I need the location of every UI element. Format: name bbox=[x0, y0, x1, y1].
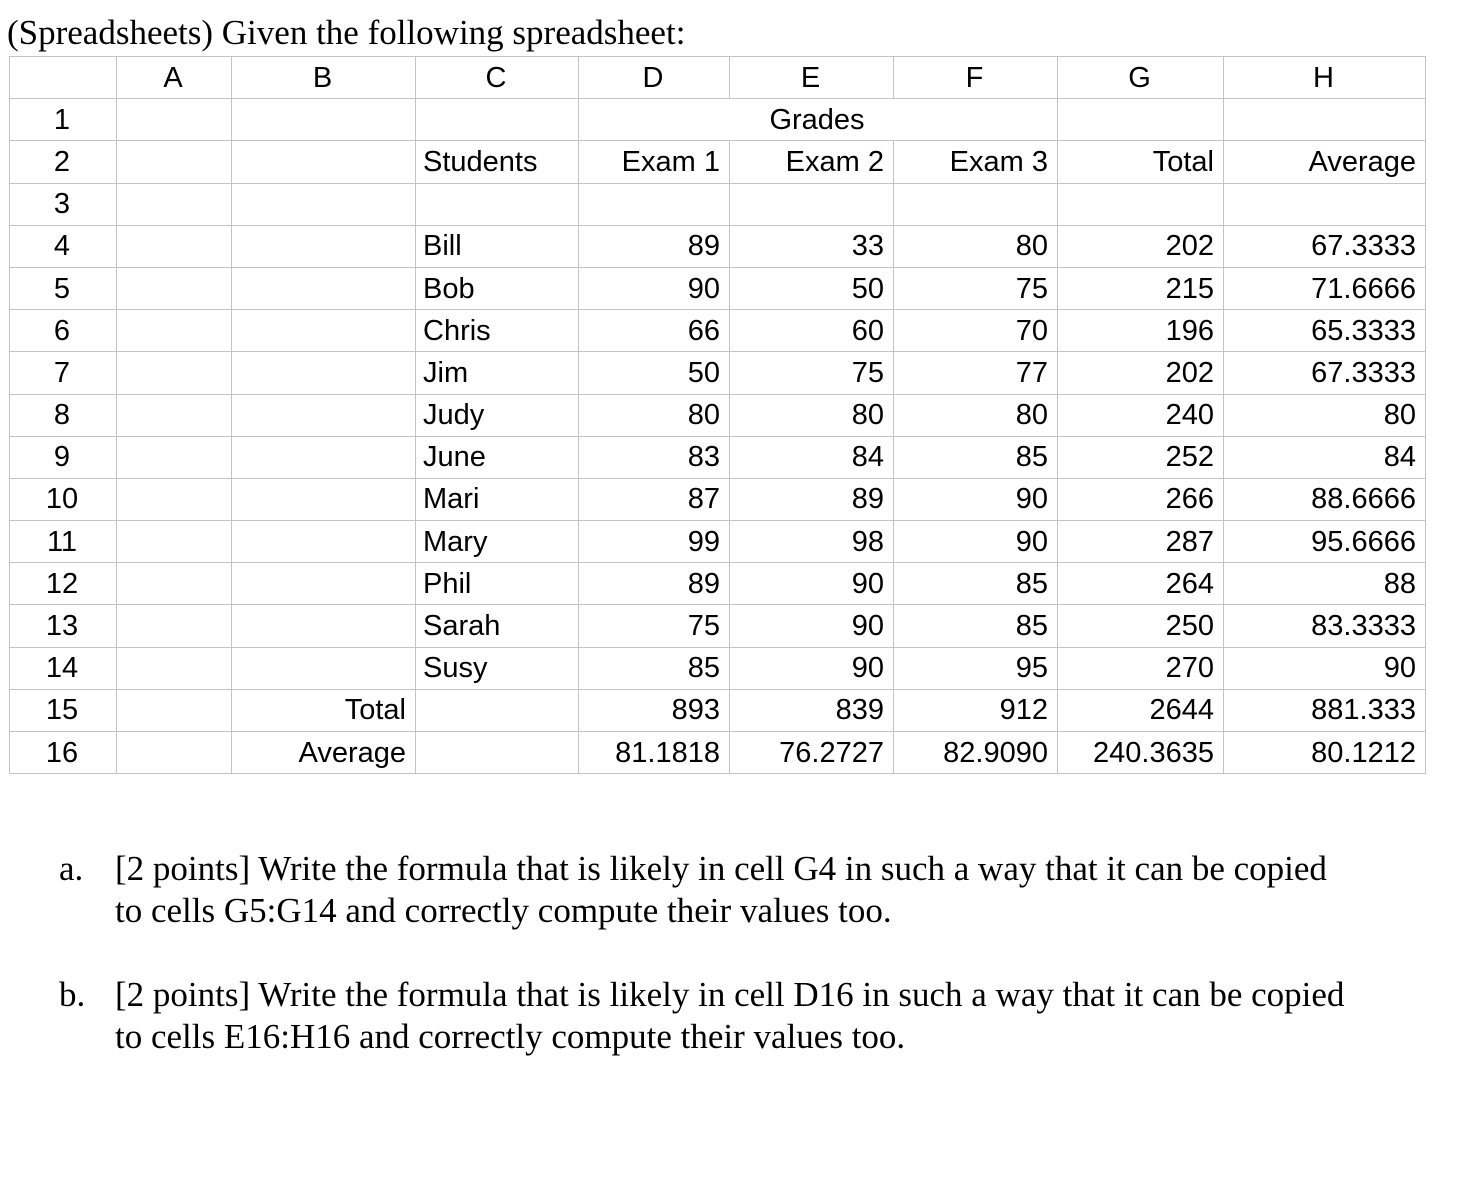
student-name: Mary bbox=[416, 521, 579, 563]
empty-cell bbox=[232, 647, 416, 689]
student-name: Sarah bbox=[416, 605, 579, 647]
spreadsheet-table bbox=[9, 56, 1426, 774]
student-average: 84 bbox=[1224, 436, 1426, 478]
empty-cell bbox=[1058, 183, 1224, 225]
exam1-score: 89 bbox=[579, 563, 730, 605]
summary-row bbox=[10, 732, 1426, 774]
empty-cell bbox=[117, 183, 232, 225]
row-header: 8 bbox=[10, 394, 117, 436]
empty-cell bbox=[117, 563, 232, 605]
row-header: 14 bbox=[10, 647, 117, 689]
exam2-score: 75 bbox=[730, 352, 894, 394]
student-name: June bbox=[416, 436, 579, 478]
exam3-score: 80 bbox=[894, 394, 1058, 436]
summary-exam3: 912 bbox=[894, 689, 1058, 731]
exam1-score: 66 bbox=[579, 310, 730, 352]
student-name: Phil bbox=[416, 563, 579, 605]
column-header-row bbox=[10, 57, 1426, 99]
exam2-score: 98 bbox=[730, 521, 894, 563]
exam2-score: 60 bbox=[730, 310, 894, 352]
empty-cell bbox=[232, 436, 416, 478]
student-row bbox=[10, 394, 1426, 436]
student-average: 71.6666 bbox=[1224, 267, 1426, 309]
row-header: 1 bbox=[10, 99, 117, 141]
question-a bbox=[59, 848, 1355, 932]
student-average: 88.6666 bbox=[1224, 478, 1426, 520]
exam1-score: 90 bbox=[579, 267, 730, 309]
summary-total: 240.3635 bbox=[1058, 732, 1224, 774]
exam3-score: 75 bbox=[894, 267, 1058, 309]
cell-a2 bbox=[117, 141, 232, 183]
empty-cell bbox=[117, 647, 232, 689]
cell-b1 bbox=[232, 99, 416, 141]
row-header: 13 bbox=[10, 605, 117, 647]
exam3-score: 80 bbox=[894, 225, 1058, 267]
row-header: 7 bbox=[10, 352, 117, 394]
exam1-score: 83 bbox=[579, 436, 730, 478]
student-name: Jim bbox=[416, 352, 579, 394]
exam1-score: 50 bbox=[579, 352, 730, 394]
row-header: 5 bbox=[10, 267, 117, 309]
row-header: 11 bbox=[10, 521, 117, 563]
student-name: Susy bbox=[416, 647, 579, 689]
summary-exam1: 893 bbox=[579, 689, 730, 731]
exam3-score: 90 bbox=[894, 478, 1058, 520]
student-row bbox=[10, 436, 1426, 478]
student-average: 65.3333 bbox=[1224, 310, 1426, 352]
exam1-score: 85 bbox=[579, 647, 730, 689]
student-name: Mari bbox=[416, 478, 579, 520]
exam2-score: 84 bbox=[730, 436, 894, 478]
student-total: 250 bbox=[1058, 605, 1224, 647]
row-header: 10 bbox=[10, 478, 117, 520]
sheet-row-2 bbox=[10, 141, 1426, 183]
student-total: 202 bbox=[1058, 225, 1224, 267]
empty-cell bbox=[117, 394, 232, 436]
empty-cell bbox=[117, 521, 232, 563]
exam3-score: 77 bbox=[894, 352, 1058, 394]
empty-cell bbox=[117, 436, 232, 478]
student-average: 95.6666 bbox=[1224, 521, 1426, 563]
empty-cell bbox=[232, 183, 416, 225]
summary-label: Total bbox=[232, 689, 416, 731]
exam2-score: 80 bbox=[730, 394, 894, 436]
exam3-header: Exam 3 bbox=[894, 141, 1058, 183]
student-average: 80 bbox=[1224, 394, 1426, 436]
exam1-score: 87 bbox=[579, 478, 730, 520]
sheet-row-3 bbox=[10, 183, 1426, 225]
student-row bbox=[10, 605, 1426, 647]
exam3-score: 85 bbox=[894, 436, 1058, 478]
question-a-text: [2 points] Write the formula that is likely in cell G4 in such a way that it can be copied to cells G5:G14 and correctly compute their values too. bbox=[115, 849, 1327, 930]
empty-cell bbox=[730, 183, 894, 225]
empty-cell bbox=[117, 689, 232, 731]
student-row bbox=[10, 352, 1426, 394]
student-total: 264 bbox=[1058, 563, 1224, 605]
column-header-g: G bbox=[1058, 57, 1224, 99]
exam2-score: 90 bbox=[730, 605, 894, 647]
student-total: 202 bbox=[1058, 352, 1224, 394]
question-a-letter: a. bbox=[59, 849, 84, 888]
empty-cell bbox=[232, 521, 416, 563]
exam1-header: Exam 1 bbox=[579, 141, 730, 183]
empty-cell bbox=[416, 732, 579, 774]
exam2-score: 90 bbox=[730, 647, 894, 689]
empty-cell bbox=[579, 183, 730, 225]
average-header: Average bbox=[1224, 141, 1426, 183]
exam1-score: 80 bbox=[579, 394, 730, 436]
cell-h1 bbox=[1224, 99, 1426, 141]
student-average: 67.3333 bbox=[1224, 225, 1426, 267]
exam2-score: 33 bbox=[730, 225, 894, 267]
exam3-score: 85 bbox=[894, 605, 1058, 647]
cell-a1 bbox=[117, 99, 232, 141]
summary-exam2: 76.2727 bbox=[730, 732, 894, 774]
exam2-header: Exam 2 bbox=[730, 141, 894, 183]
empty-cell bbox=[117, 478, 232, 520]
student-total: 252 bbox=[1058, 436, 1224, 478]
total-header: Total bbox=[1058, 141, 1224, 183]
student-name: Bill bbox=[416, 225, 579, 267]
column-header-c: C bbox=[416, 57, 579, 99]
grades-header: Grades bbox=[579, 99, 1058, 141]
student-row bbox=[10, 267, 1426, 309]
exam3-score: 95 bbox=[894, 647, 1058, 689]
row-header: 2 bbox=[10, 141, 117, 183]
student-total: 240 bbox=[1058, 394, 1224, 436]
summary-average: 80.1212 bbox=[1224, 732, 1426, 774]
column-header-d: D bbox=[579, 57, 730, 99]
row-header: 15 bbox=[10, 689, 117, 731]
empty-cell bbox=[232, 478, 416, 520]
student-name: Chris bbox=[416, 310, 579, 352]
exam2-score: 50 bbox=[730, 267, 894, 309]
empty-cell bbox=[117, 225, 232, 267]
exam1-score: 75 bbox=[579, 605, 730, 647]
summary-exam3: 82.9090 bbox=[894, 732, 1058, 774]
row-header: 6 bbox=[10, 310, 117, 352]
student-total: 196 bbox=[1058, 310, 1224, 352]
summary-total: 2644 bbox=[1058, 689, 1224, 731]
exam2-score: 90 bbox=[730, 563, 894, 605]
exam3-score: 70 bbox=[894, 310, 1058, 352]
empty-cell bbox=[232, 394, 416, 436]
student-row bbox=[10, 478, 1426, 520]
cell-g1 bbox=[1058, 99, 1224, 141]
question-b-letter: b. bbox=[59, 975, 86, 1014]
column-header-b: B bbox=[232, 57, 416, 99]
empty-cell bbox=[117, 605, 232, 647]
student-average: 90 bbox=[1224, 647, 1426, 689]
students-header: Students bbox=[416, 141, 579, 183]
row-header: 12 bbox=[10, 563, 117, 605]
summary-label: Average bbox=[232, 732, 416, 774]
student-total: 287 bbox=[1058, 521, 1224, 563]
student-row bbox=[10, 310, 1426, 352]
exam1-score: 89 bbox=[579, 225, 730, 267]
student-row bbox=[10, 563, 1426, 605]
column-header-h: H bbox=[1224, 57, 1426, 99]
student-total: 215 bbox=[1058, 267, 1224, 309]
sheet-row-1 bbox=[10, 99, 1426, 141]
student-average: 83.3333 bbox=[1224, 605, 1426, 647]
corner-cell bbox=[10, 57, 117, 99]
row-header: 16 bbox=[10, 732, 117, 774]
row-header: 3 bbox=[10, 183, 117, 225]
question-b-text: [2 points] Write the formula that is likely in cell D16 in such a way that it can be copied to cells E16:H16 and correctly compute their values too. bbox=[115, 975, 1345, 1056]
column-header-f: F bbox=[894, 57, 1058, 99]
empty-cell bbox=[232, 563, 416, 605]
student-row bbox=[10, 521, 1426, 563]
row-header: 9 bbox=[10, 436, 117, 478]
exam3-score: 90 bbox=[894, 521, 1058, 563]
exam3-score: 85 bbox=[894, 563, 1058, 605]
student-name: Judy bbox=[416, 394, 579, 436]
row-header: 4 bbox=[10, 225, 117, 267]
empty-cell bbox=[232, 310, 416, 352]
student-row bbox=[10, 225, 1426, 267]
empty-cell bbox=[416, 183, 579, 225]
column-header-e: E bbox=[730, 57, 894, 99]
question-intro: (Spreadsheets) Given the following spreadsheet: bbox=[7, 13, 686, 52]
student-name: Bob bbox=[416, 267, 579, 309]
cell-b2 bbox=[232, 141, 416, 183]
question-list bbox=[59, 848, 1355, 1100]
summary-exam1: 81.1818 bbox=[579, 732, 730, 774]
column-header-a: A bbox=[117, 57, 232, 99]
empty-cell bbox=[232, 225, 416, 267]
empty-cell bbox=[117, 352, 232, 394]
empty-cell bbox=[117, 732, 232, 774]
empty-cell bbox=[117, 310, 232, 352]
summary-row bbox=[10, 689, 1426, 731]
exam2-score: 89 bbox=[730, 478, 894, 520]
student-total: 270 bbox=[1058, 647, 1224, 689]
empty-cell bbox=[416, 689, 579, 731]
empty-cell bbox=[232, 352, 416, 394]
summary-average: 881.333 bbox=[1224, 689, 1426, 731]
empty-cell bbox=[232, 267, 416, 309]
student-row bbox=[10, 647, 1426, 689]
exam1-score: 99 bbox=[579, 521, 730, 563]
student-average: 67.3333 bbox=[1224, 352, 1426, 394]
cell-c1 bbox=[416, 99, 579, 141]
empty-cell bbox=[117, 267, 232, 309]
empty-cell bbox=[232, 605, 416, 647]
question-b bbox=[59, 974, 1355, 1058]
empty-cell bbox=[1224, 183, 1426, 225]
student-average: 88 bbox=[1224, 563, 1426, 605]
summary-exam2: 839 bbox=[730, 689, 894, 731]
empty-cell bbox=[894, 183, 1058, 225]
student-total: 266 bbox=[1058, 478, 1224, 520]
